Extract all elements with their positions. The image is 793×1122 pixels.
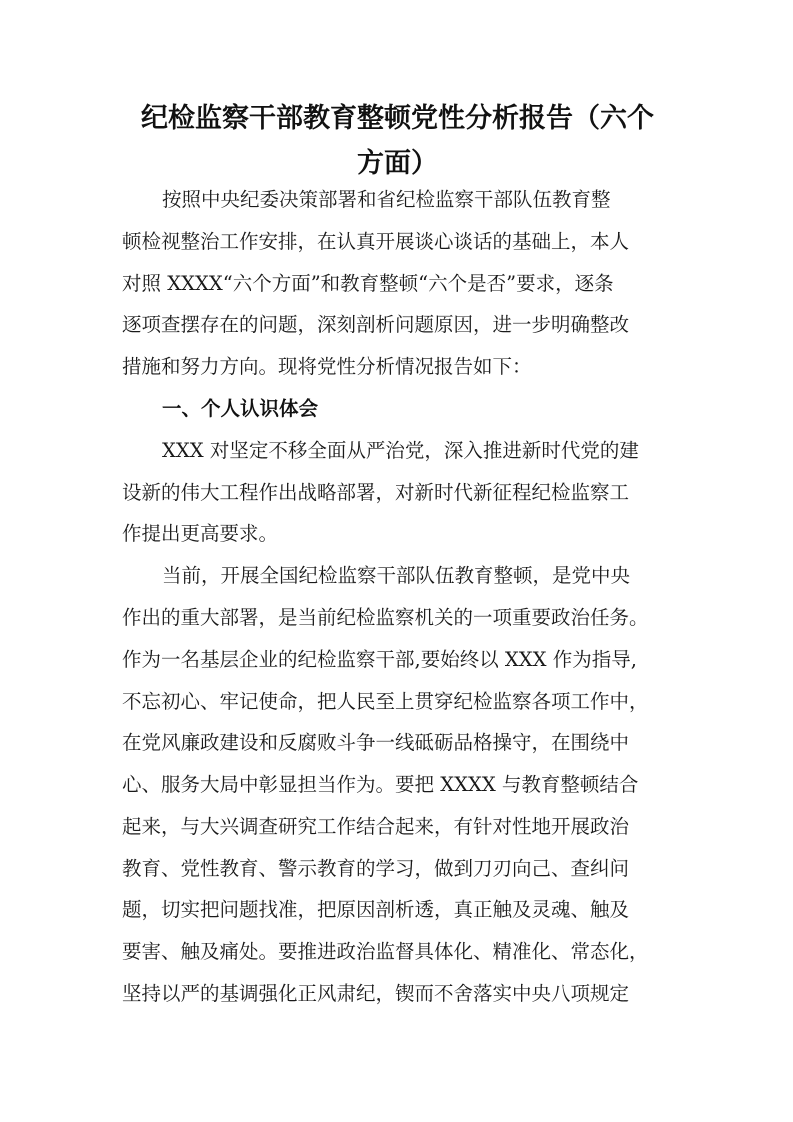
document-title bbox=[110, 96, 685, 186]
para2-line-10: 要害、触及痛处。要推进政治监督具体化、精准化、常态化， bbox=[122, 940, 649, 963]
para2-line-8: 教育、党性教育、警示教育的学习，做到刀刃向己、查纠问 bbox=[122, 857, 630, 880]
intro-line-1: 按照中央纪委决策部署和省纪检监察干部队伍教育整 bbox=[162, 188, 611, 211]
para2-line-5: 在党风廉政建设和反腐败斗争一线砥砺品格操守，在围绕中 bbox=[122, 731, 630, 754]
title-line-1: 纪检监察干部教育整顿党性分析报告（六个 bbox=[141, 103, 654, 134]
intro-line-4: 逐项查摆存在的问题，深刻剖析问题原因，进一步明确整改 bbox=[122, 313, 630, 336]
intro-line-3: 对照 XXXX“六个方面”和教育整顿“六个是否”要求，逐条 bbox=[122, 272, 614, 295]
title-line-2: 方面） bbox=[357, 148, 438, 179]
section-heading-1: 一、个人认识体会 bbox=[162, 397, 319, 420]
para1-line-1: XXX 对坚定不移全面从严治党，深入推进新时代党的建 bbox=[162, 439, 639, 462]
para2-line-3: 作为一名基层企业的纪检监察干部,要始终以 XXX 作为指导, bbox=[122, 648, 637, 671]
intro-line-5: 措施和努力方向。现将党性分析情况报告如下： bbox=[122, 355, 532, 378]
para2-line-2: 作出的重大部署，是当前纪检监察机关的一项重要政治任务。 bbox=[122, 606, 649, 629]
para2-line-4: 不忘初心、牢记使命，把人民至上贯穿纪检监察各项工作中， bbox=[122, 690, 649, 713]
para1-line-3: 作提出更高要求。 bbox=[122, 522, 279, 545]
para2-line-6: 心、服务大局中彰显担当作为。要把 XXXX 与教育整顿结合 bbox=[122, 773, 639, 796]
para1-line-2: 设新的伟大工程作出战略部署，对新时代新征程纪检监察工 bbox=[122, 481, 630, 504]
intro-line-2: 顿检视整治工作安排，在认真开展谈心谈话的基础上，本人 bbox=[122, 230, 630, 253]
para2-line-1: 当前，开展全国纪检监察干部队伍教育整顿，是党中央 bbox=[162, 564, 631, 587]
para2-line-9: 题，切实把问题找准，把原因剖析透，真正触及灵魂、触及 bbox=[122, 898, 630, 921]
para2-line-11: 坚持以严的基调强化正风肃纪，锲而不舍落实中央八项规定 bbox=[122, 982, 630, 1005]
para2-line-7: 起来，与大兴调查研究工作结合起来，有针对性地开展政治 bbox=[122, 815, 630, 838]
